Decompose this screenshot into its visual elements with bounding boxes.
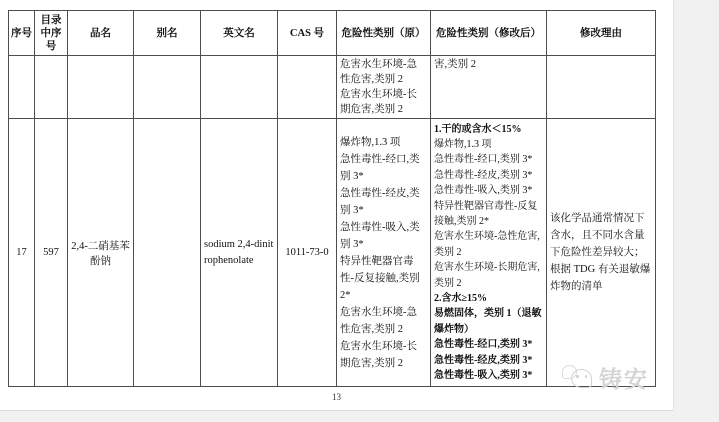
hazard-line: 急性毒性-经皮,类别 3*	[434, 354, 533, 366]
cell-reason: 该化学品通常情况下含水，且不同水含量下危险性差异较大；根据 TDG 有关退敏爆炸物的清单	[547, 119, 656, 387]
hazard-line: 危害水生环境-长期危害,类别 2	[340, 89, 417, 115]
hazard-line: 急性毒性-经口,类别 3*	[340, 153, 420, 182]
col-header-hazard-modified: 危险性类别（修改后）	[431, 11, 547, 56]
hazard-classification-table	[8, 10, 656, 387]
watermark-text: 铸安	[599, 367, 649, 392]
zhuan-watermark	[562, 361, 649, 394]
cell-seq: 17	[9, 119, 35, 387]
hazard-line: 爆炸物,1.3 项	[434, 138, 492, 150]
carryover-cell-hazard-modified	[431, 56, 547, 119]
col-header-reason: 修改理由	[547, 11, 656, 56]
cell-hazard-modified	[431, 119, 547, 387]
hazard-line: 危害水生环境-急性危害,类别 2	[340, 59, 417, 85]
hazard-line: 急性毒性-经口,类别 3*	[434, 339, 533, 351]
hazard-line: 急性毒性-吸入,类别 3*	[340, 221, 420, 250]
hazard-line: 1.干的或含水＜15%	[434, 123, 522, 135]
cell-hazard-original	[337, 119, 431, 387]
hazard-line: 爆炸物,1.3 项	[340, 136, 401, 148]
hazard-line: 危害水生环境-长期危害,类别 2	[434, 262, 540, 289]
cell-catalog-no: 597	[35, 119, 68, 387]
hazard-line: 害,类别 2	[434, 59, 476, 70]
col-header-cas-no: CAS 号	[278, 11, 337, 56]
col-header-english-name: 英文名	[201, 11, 278, 56]
hazard-line: 2.含水≥15%	[434, 293, 487, 305]
col-header-product-name: 品名	[68, 11, 134, 56]
carryover-cell-seq	[9, 56, 35, 119]
hazard-line: 危害水生环境-长期危害,类别 2	[340, 340, 417, 369]
carryover-cell-catalog-no	[35, 56, 68, 119]
table-header-row	[9, 11, 656, 56]
carryover-row	[9, 56, 656, 119]
carryover-cell-product-name	[68, 56, 134, 119]
hazard-line: 特异性靶器官毒性-反复接触,类别 2*	[434, 200, 538, 227]
col-header-seq: 序号	[9, 11, 35, 56]
cell-cas-no: 1011-73-0	[278, 119, 337, 387]
carryover-cell-cas-no	[278, 56, 337, 119]
hazard-line: 易燃固体，类别 1（退敏爆炸物）	[434, 308, 542, 335]
hazard-line: 特异性靶器官毒性-反复接触,类别 2*	[340, 255, 420, 301]
hazard-line: 急性毒性-吸入,类别 3*	[434, 185, 533, 197]
page-number: 13	[332, 392, 341, 402]
hazard-line: 危害水生环境-急性危害,类别 2	[434, 231, 540, 258]
cell-alias	[134, 119, 201, 387]
cell-english-name: sodium 2,4-dinitrophenolate	[201, 119, 278, 387]
col-header-alias: 别名	[134, 11, 201, 56]
hazard-line: 急性毒性-经皮,类别 3*	[434, 169, 533, 181]
carryover-cell-hazard-original	[337, 56, 431, 119]
carryover-cell-alias	[134, 56, 201, 119]
col-header-catalog-no: 目录中序号	[35, 11, 68, 56]
cell-product-name: 2,4-二硝基苯酚钠	[68, 119, 134, 387]
hazard-line: 危害水生环境-急性危害,类别 2	[340, 306, 417, 335]
hazard-line: 急性毒性-吸入,类别 3*	[434, 370, 533, 382]
hazard-line: 急性毒性-经皮,类别 3*	[340, 187, 420, 216]
carryover-cell-english-name	[201, 56, 278, 119]
carryover-cell-reason	[547, 56, 656, 119]
table-row-17	[9, 119, 656, 387]
col-header-hazard-original: 危险性类别（原）	[337, 11, 431, 56]
hazard-line: 急性毒性-经口,类别 3*	[434, 154, 533, 166]
chat-bubble-face-icon	[562, 364, 594, 391]
